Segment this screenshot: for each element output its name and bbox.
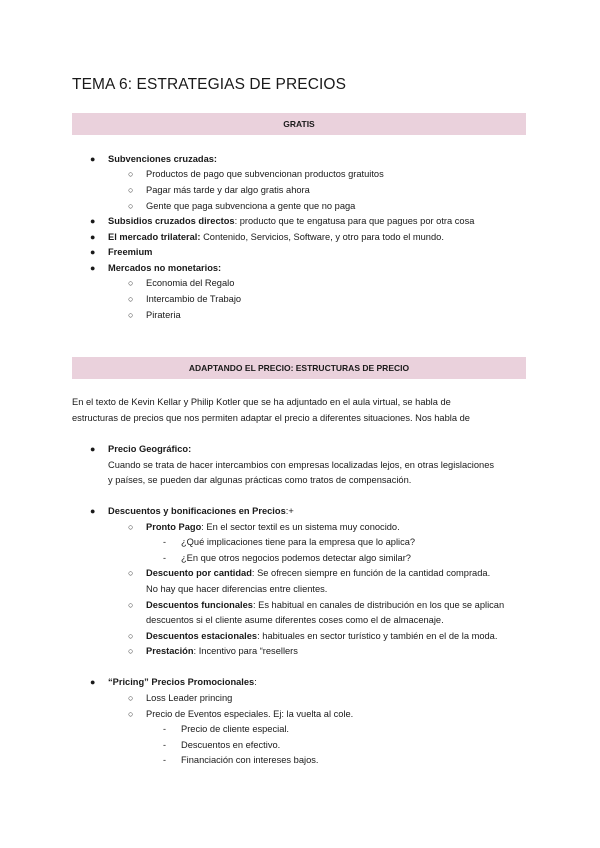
list-item: Descuentos funcionales: Es habitual en canales de distribución en los que se aplican xyxy=(146,600,505,610)
list-item: Precio de Eventos especiales. Ej: la vuelta al cole. xyxy=(146,709,354,719)
list-item: Pirateria xyxy=(146,310,181,320)
list-item: Mercados no monetarios: xyxy=(108,263,222,273)
paragraph-line: y países, se pueden dar algunas prácticas como tratos de compensación. xyxy=(108,475,412,485)
bullet-circle-icon: ○ xyxy=(128,169,134,179)
list-item: ¿Qué implicaciones tiene para la empresa que lo aplica? xyxy=(181,537,416,547)
paragraph-line: Cuando se trata de hacer intercambios con empresas localizadas lejos, en otras legislaciones xyxy=(108,460,495,470)
list-item: Prestación: Incentivo para “resellers xyxy=(146,646,298,656)
bullet-dash-icon: - xyxy=(163,755,166,765)
paragraph-line: En el texto de Kevin Kellar y Philip Kotler que se ha adjuntado en el aula virtual, se habla de xyxy=(72,397,451,407)
bullet-disc-icon: ● xyxy=(90,247,96,257)
list-item: Economia del Regalo xyxy=(146,278,235,288)
list-item: Gente que paga subvenciona a gente que no paga xyxy=(146,201,356,211)
list-item: ¿En que otros negocios podemos detectar algo similar? xyxy=(181,553,411,563)
list-item: Subvenciones cruzadas: xyxy=(108,154,218,164)
paragraph-line: descuentos si el cliente asume diferentes coses como el de almacenaje. xyxy=(146,615,444,625)
bullet-circle-icon: ○ xyxy=(128,709,134,719)
list-item: Freemium xyxy=(108,247,153,257)
bullet-circle-icon: ○ xyxy=(128,310,134,320)
list-item: Productos de pago que subvencionan productos gratuitos xyxy=(146,169,384,179)
bullet-circle-icon: ○ xyxy=(128,646,134,656)
bullet-dash-icon: - xyxy=(163,724,166,734)
list-item: El mercado trilateral: Contenido, Servicios, Software, y otro para todo el mundo. xyxy=(108,232,444,242)
list-item: Descuentos estacionales: habituales en sector turístico y también en el de la moda. xyxy=(146,631,498,641)
list-item: Descuentos en efectivo. xyxy=(181,740,281,750)
list-item: Pronto Pago: En el sector textil es un sistema muy conocido. xyxy=(146,522,400,532)
bullet-disc-icon: ● xyxy=(90,154,96,164)
list-item: Loss Leader princing xyxy=(146,693,233,703)
bullet-disc-icon: ● xyxy=(90,677,96,687)
bullet-disc-icon: ● xyxy=(90,506,96,516)
section-heading-estructuras-de-precio: ADAPTANDO EL PRECIO: ESTRUCTURAS DE PRECIO xyxy=(72,357,526,379)
page-title: TEMA 6: ESTRATEGIAS DE PRECIOS xyxy=(72,76,347,93)
bullet-circle-icon: ○ xyxy=(128,278,134,288)
paragraph-line: No hay que hacer diferencias entre clientes. xyxy=(146,584,328,594)
bullet-circle-icon: ○ xyxy=(128,568,134,578)
list-item: Subsidios cruzados directos: producto que te engatusa para que pagues por otra cosa xyxy=(108,216,475,226)
list-item: Descuentos y bonificaciones en Precios:+ xyxy=(108,506,294,516)
bullet-disc-icon: ● xyxy=(90,444,96,454)
section-heading-gratis: GRATIS xyxy=(72,113,526,135)
bullet-circle-icon: ○ xyxy=(128,600,134,610)
bullet-circle-icon: ○ xyxy=(128,522,134,532)
bullet-dash-icon: - xyxy=(163,537,166,547)
bullet-disc-icon: ● xyxy=(90,216,96,226)
paragraph-line: estructuras de precios que nos permiten adaptar el precio a diferentes situaciones. Nos habla de xyxy=(72,413,470,423)
list-item: Financiación con intereses bajos. xyxy=(181,755,319,765)
bullet-disc-icon: ● xyxy=(90,263,96,273)
list-item: “Pricing” Precios Promocionales: xyxy=(108,677,257,687)
list-item: Pagar más tarde y dar algo gratis ahora xyxy=(146,185,310,195)
list-item: Intercambio de Trabajo xyxy=(146,294,242,304)
bullet-dash-icon: - xyxy=(163,740,166,750)
list-item: Precio Geográfico: xyxy=(108,444,192,454)
bullet-circle-icon: ○ xyxy=(128,631,134,641)
bullet-circle-icon: ○ xyxy=(128,185,134,195)
bullet-dash-icon: - xyxy=(163,553,166,563)
bullet-disc-icon: ● xyxy=(90,232,96,242)
bullet-circle-icon: ○ xyxy=(128,693,134,703)
bullet-circle-icon: ○ xyxy=(128,294,134,304)
list-item: Precio de cliente especial. xyxy=(181,724,290,734)
bullet-circle-icon: ○ xyxy=(128,201,134,211)
list-item: Descuento por cantidad: Se ofrecen siempre en función de la cantidad comprada. xyxy=(146,568,491,578)
